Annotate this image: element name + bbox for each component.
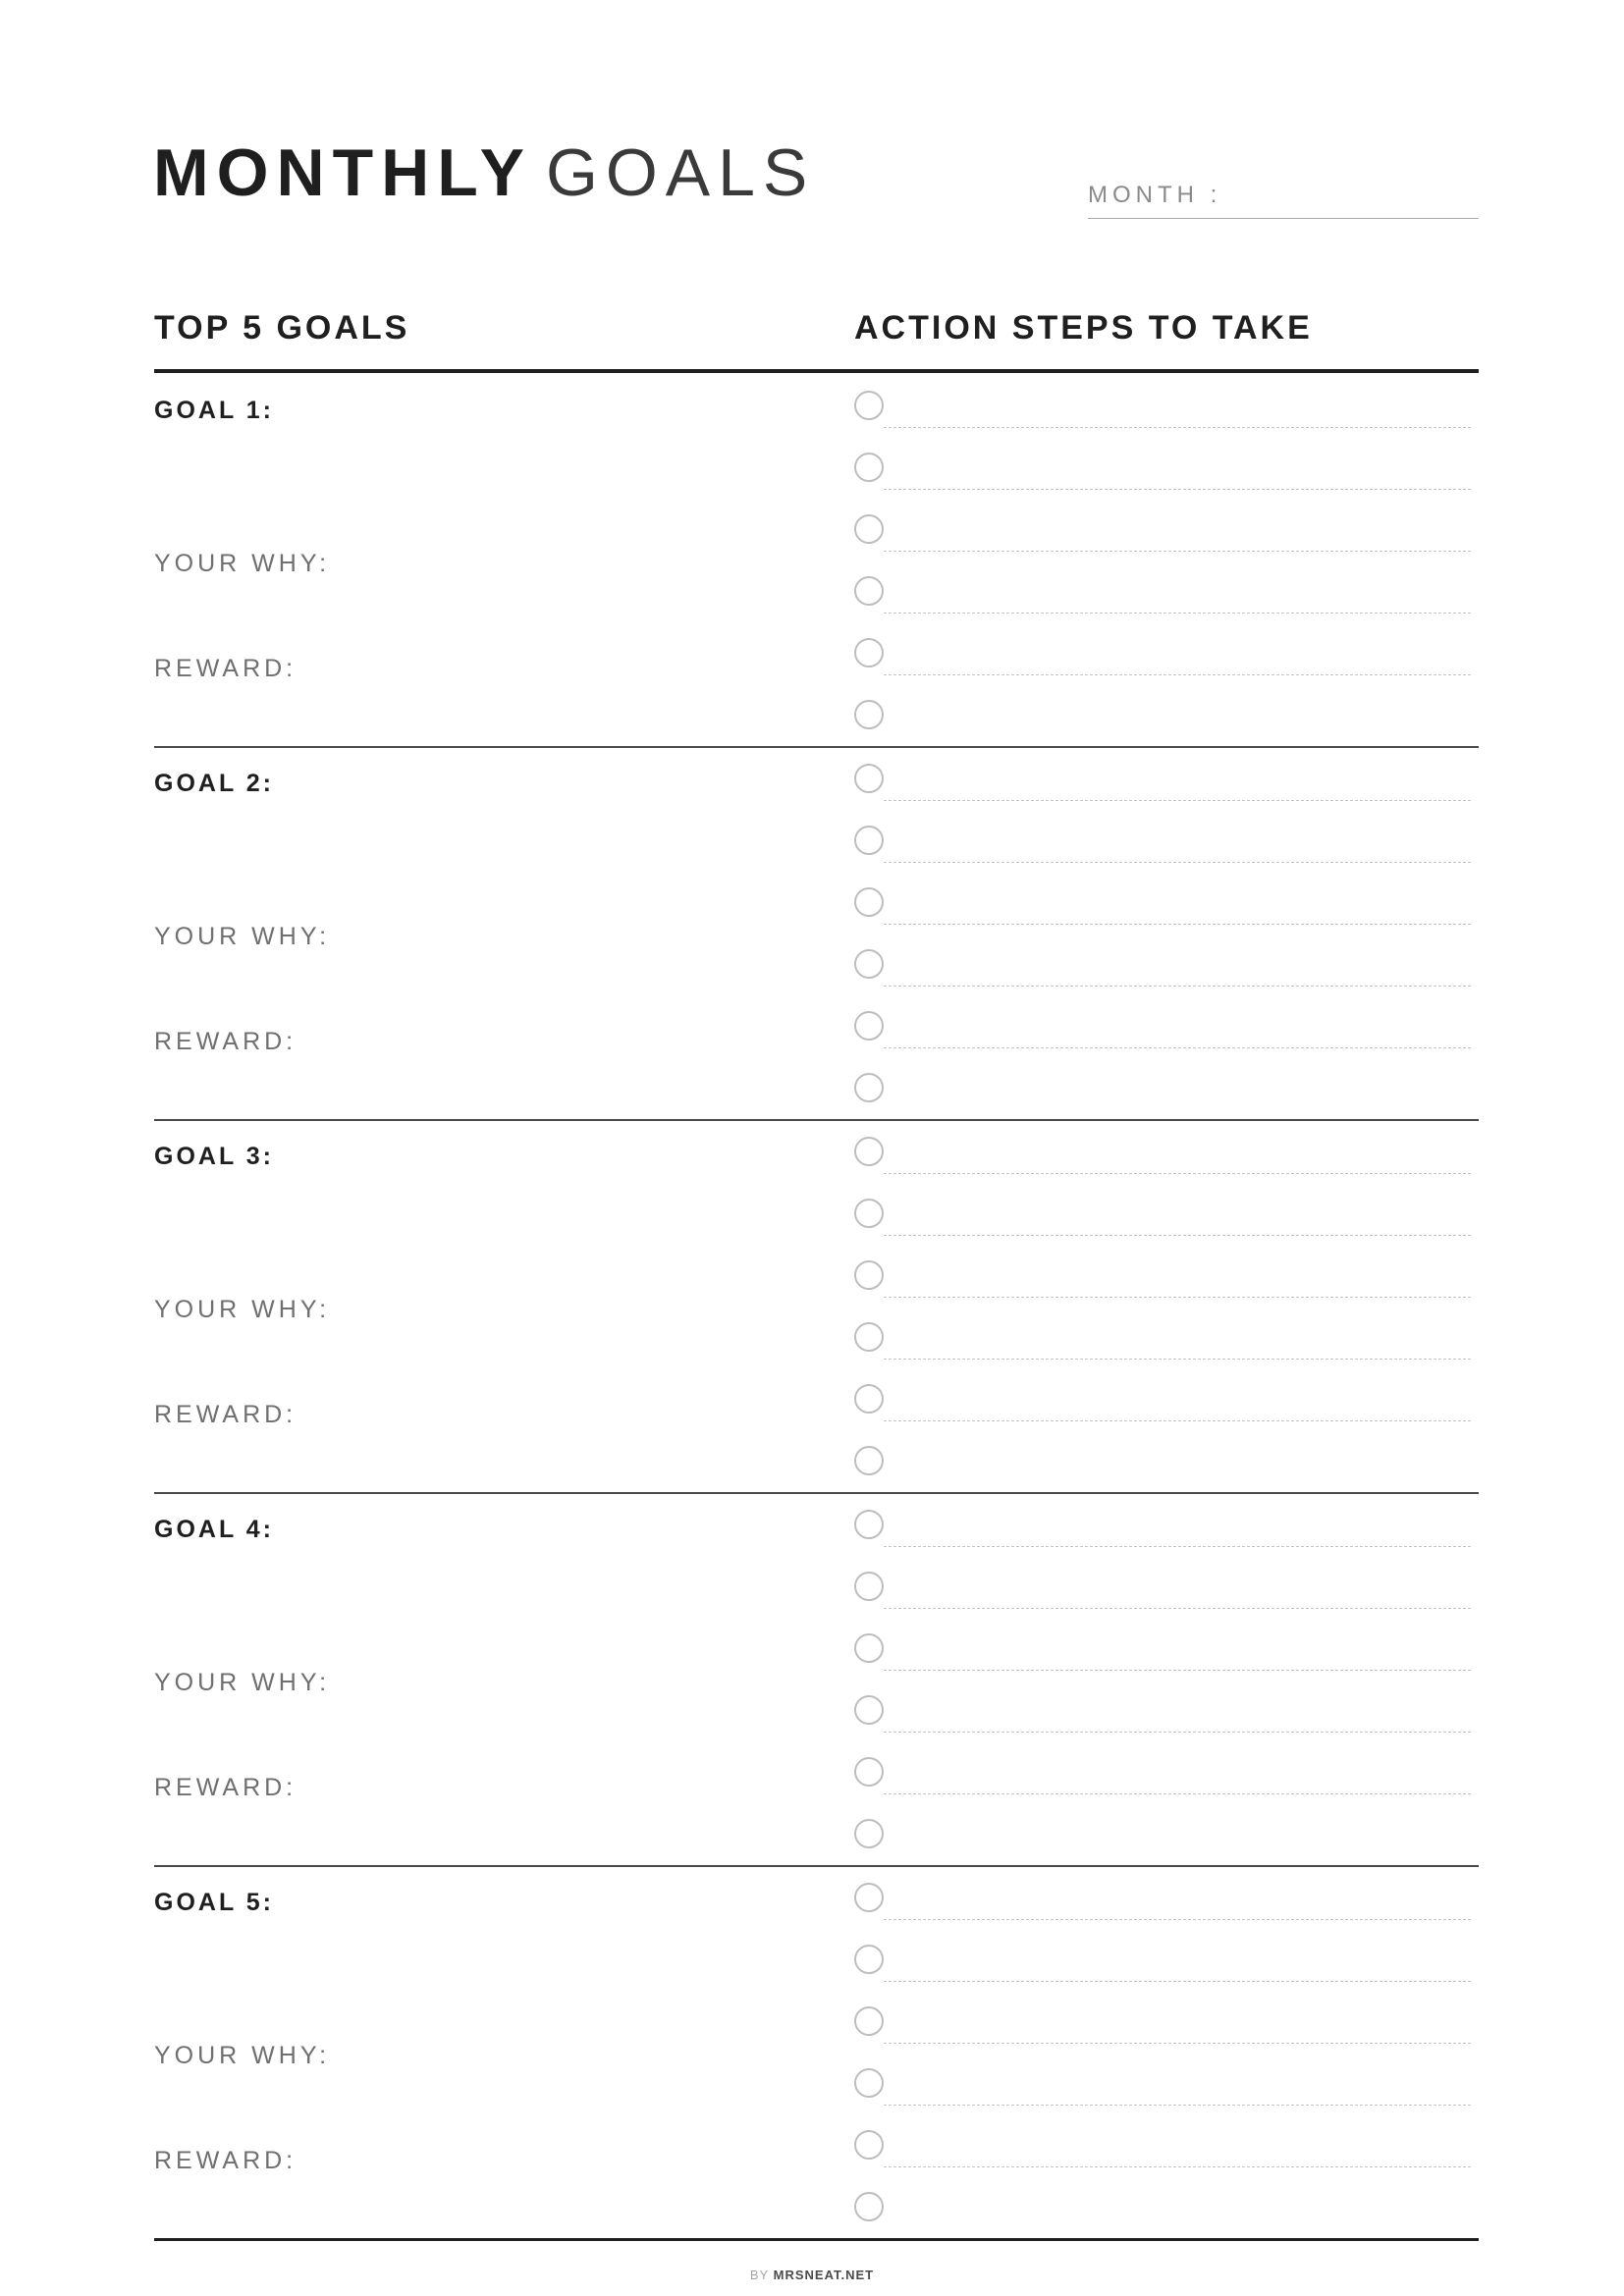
why-label[interactable]: YOUR WHY: [154,1296,331,1323]
checkbox-circle-icon[interactable] [854,576,884,606]
action-step-line[interactable] [884,862,1471,863]
checkbox-circle-icon[interactable] [854,1011,884,1041]
checkbox-circle-icon[interactable] [854,391,884,420]
action-step-line[interactable] [884,1546,1471,1547]
footer-by: BY [749,2268,769,2282]
footer-credit [0,2267,1624,2284]
action-step[interactable] [854,1566,1479,1628]
month-label: MONTH : [1088,182,1222,208]
goal-block-2 [154,746,1479,1119]
checkbox-circle-icon[interactable] [854,1695,884,1725]
title-bold: MONTHLY [153,135,532,210]
checkbox-circle-icon[interactable] [854,2192,884,2221]
reward-label[interactable]: REWARD: [154,1401,298,1428]
action-step[interactable] [854,1005,1479,1067]
checkbox-circle-icon[interactable] [854,1073,884,1102]
checkbox-circle-icon[interactable] [854,514,884,544]
action-step[interactable] [854,1504,1479,1566]
checkbox-circle-icon[interactable] [854,1633,884,1663]
checkbox-circle-icon[interactable] [854,1137,884,1166]
checkbox-circle-icon[interactable] [854,700,884,729]
title-light: GOALS [545,135,816,210]
checkbox-circle-icon[interactable] [854,887,884,917]
checkbox-circle-icon[interactable] [854,1199,884,1228]
action-step-line[interactable] [884,2105,1471,2106]
checkbox-circle-icon[interactable] [854,949,884,979]
action-step[interactable] [854,1628,1479,1689]
footer-site: MRSNEAT.NET [773,2268,875,2282]
why-label[interactable]: YOUR WHY: [154,1669,331,1696]
checkbox-circle-icon[interactable] [854,1819,884,1848]
action-step[interactable] [854,881,1479,943]
page-title [153,133,815,212]
action-step[interactable] [854,2124,1479,2186]
goal-block-1 [154,373,1479,746]
why-label[interactable]: YOUR WHY: [154,550,331,577]
goal-label[interactable]: GOAL 4: [154,1516,274,1543]
goal-block-4 [154,1492,1479,1865]
action-step-line[interactable] [884,1793,1471,1794]
checkbox-circle-icon[interactable] [854,1446,884,1475]
top-goals-heading: TOP 5 GOALS [154,309,410,347]
checkbox-circle-icon[interactable] [854,2130,884,2160]
action-step-line[interactable] [884,800,1471,801]
month-field[interactable] [1088,179,1479,219]
action-step-line[interactable] [884,551,1471,552]
action-step[interactable] [854,385,1479,447]
action-step[interactable] [854,1378,1479,1440]
checkbox-circle-icon[interactable] [854,2068,884,2098]
action-step-line[interactable] [884,1173,1471,1174]
action-step[interactable] [854,632,1479,694]
action-step-line[interactable] [884,924,1471,925]
action-step-line[interactable] [884,1420,1471,1421]
checkbox-circle-icon[interactable] [854,1384,884,1414]
action-step-line[interactable] [884,1919,1471,1920]
action-step[interactable] [854,2062,1479,2124]
action-step-line[interactable] [884,1047,1471,1048]
action-step[interactable] [854,2001,1479,2062]
action-step-line[interactable] [884,2166,1471,2167]
action-step[interactable] [854,758,1479,820]
action-step-line[interactable] [884,2043,1471,2044]
action-step-line[interactable] [884,1670,1471,1671]
action-step[interactable] [854,1131,1479,1193]
action-step-line[interactable] [884,427,1471,428]
checkbox-circle-icon[interactable] [854,2006,884,2036]
checkbox-circle-icon[interactable] [854,1757,884,1787]
checkbox-circle-icon[interactable] [854,826,884,855]
action-step-line[interactable] [884,1297,1471,1298]
action-step[interactable] [854,943,1479,1005]
checkbox-circle-icon[interactable] [854,453,884,482]
action-step[interactable] [854,1689,1479,1751]
action-step-line[interactable] [884,1235,1471,1236]
action-step[interactable] [854,570,1479,632]
action-steps-heading: ACTION STEPS TO TAKE [854,309,1313,347]
action-step[interactable] [854,1751,1479,1813]
goal-block-5 [154,1865,1479,2238]
checkbox-circle-icon[interactable] [854,1510,884,1539]
action-step[interactable] [854,1193,1479,1255]
action-step-line[interactable] [884,1359,1471,1360]
action-step[interactable] [854,1877,1479,1939]
action-step-line[interactable] [884,613,1471,614]
action-step[interactable] [854,1939,1479,2001]
action-step[interactable] [854,508,1479,570]
action-step-line[interactable] [884,986,1471,987]
goal-label[interactable]: GOAL 1: [154,397,274,424]
action-step-line[interactable] [884,1608,1471,1609]
checkbox-circle-icon[interactable] [854,1322,884,1352]
checkbox-circle-icon[interactable] [854,1572,884,1601]
why-label[interactable]: YOUR WHY: [154,923,331,950]
reward-label[interactable]: REWARD: [154,1774,298,1801]
action-step[interactable] [854,820,1479,881]
checkbox-circle-icon[interactable] [854,1260,884,1290]
checkbox-circle-icon[interactable] [854,1945,884,1974]
action-step-line[interactable] [884,1732,1471,1733]
reward-label[interactable]: REWARD: [154,1028,298,1055]
action-step-line[interactable] [884,489,1471,490]
checkbox-circle-icon[interactable] [854,638,884,667]
goal-label[interactable]: GOAL 2: [154,770,274,797]
reward-label[interactable]: REWARD: [154,2147,298,2174]
checkbox-circle-icon[interactable] [854,764,884,793]
action-step-line[interactable] [884,1981,1471,1982]
goal-block-3 [154,1119,1479,1492]
goal-label[interactable]: GOAL 5: [154,1889,274,1916]
goal-label[interactable]: GOAL 3: [154,1143,274,1170]
action-step[interactable] [854,1255,1479,1316]
action-step-line[interactable] [884,674,1471,675]
reward-label[interactable]: REWARD: [154,655,298,682]
action-step[interactable] [854,1316,1479,1378]
why-label[interactable]: YOUR WHY: [154,2042,331,2069]
checkbox-circle-icon[interactable] [854,1883,884,1912]
goal-divider [154,2238,1479,2241]
action-step[interactable] [854,447,1479,508]
